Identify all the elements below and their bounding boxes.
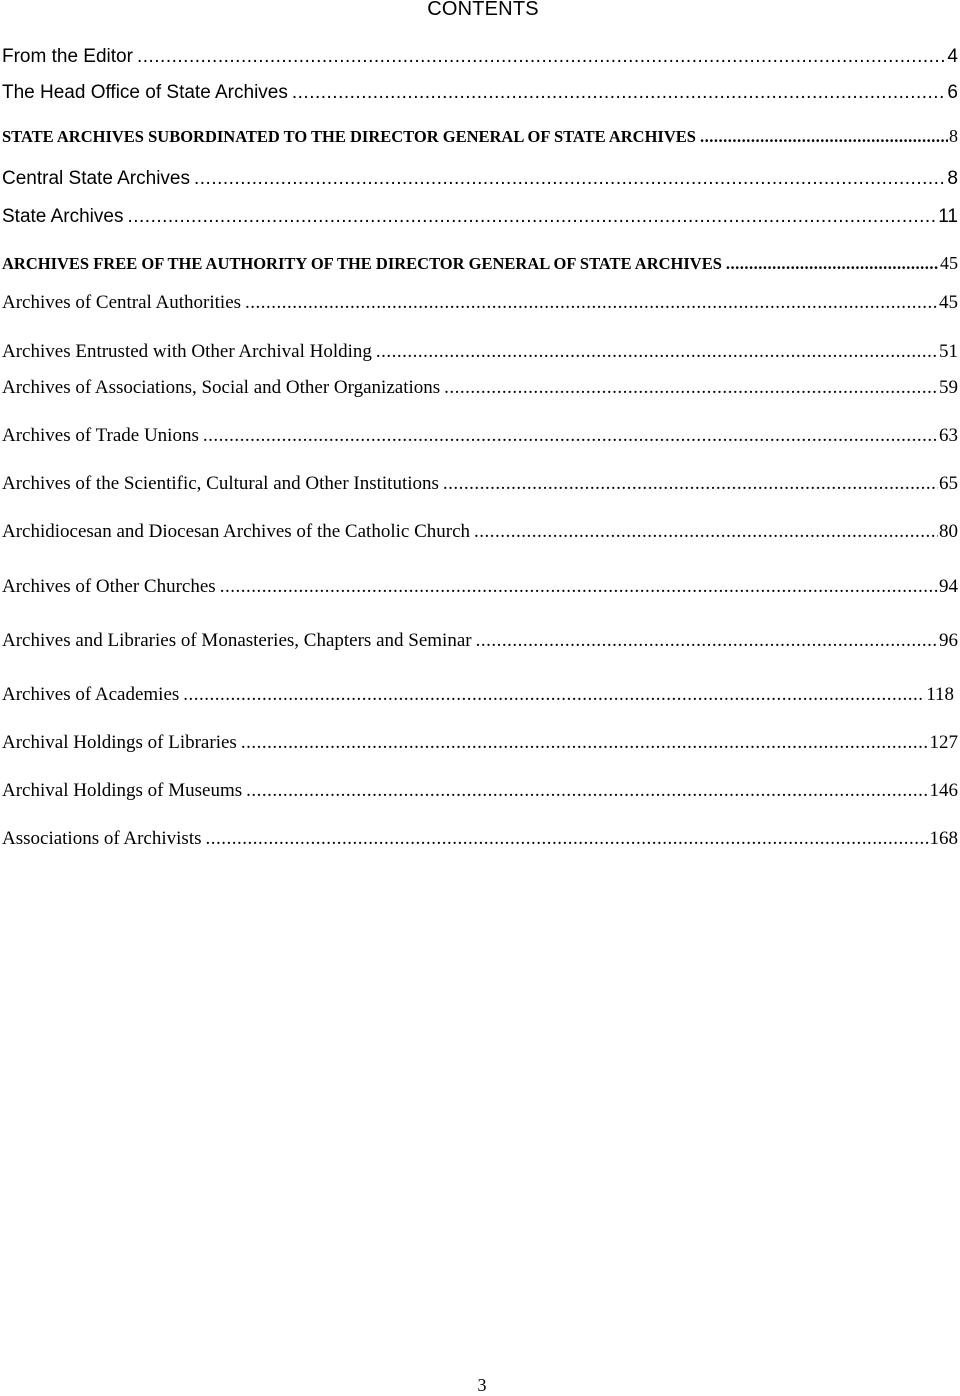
toc-entry-label: Archidiocesan and Diocesan Archives of the Catholic Church [2, 521, 470, 542]
toc-entry[interactable] [2, 780, 958, 806]
dot-leader [474, 521, 938, 543]
toc-entry[interactable] [2, 341, 958, 367]
dot-leader [444, 377, 938, 399]
toc-entry-page: 45 [940, 253, 958, 273]
toc-entry[interactable] [2, 630, 958, 656]
toc-entry-label: State Archives [2, 206, 124, 227]
toc-entry[interactable] [2, 732, 958, 758]
toc-entry[interactable] [2, 46, 958, 72]
toc-entry[interactable] [2, 473, 958, 499]
toc-entry-page: 11 [938, 206, 958, 227]
toc-entry[interactable] [2, 82, 958, 108]
dot-leader [476, 630, 938, 652]
toc-entry-label: Archives of Academies [2, 684, 180, 705]
toc-entry[interactable] [2, 377, 958, 403]
dot-leader [127, 206, 937, 228]
toc-entry[interactable] [2, 425, 958, 451]
dot-leader [376, 341, 938, 363]
dot-leader [246, 780, 928, 802]
toc-entry-label: Archival Holdings of Libraries [2, 732, 237, 753]
dot-leader [183, 684, 925, 706]
toc-entry-label: Archives of Associations, Social and Other Organizations [2, 377, 441, 398]
page-title: CONTENTS [427, 0, 539, 20]
toc-entry-page: 94 [939, 576, 958, 597]
toc-section-heading[interactable] [2, 126, 958, 152]
toc-entry[interactable] [2, 576, 958, 602]
toc-entry-label: STATE ARCHIVES SUBORDINATED TO THE DIRECTOR GENERAL OF STATE ARCHIVES [2, 127, 696, 146]
toc-entry[interactable] [2, 292, 958, 318]
page-number: 3 [477, 1375, 487, 1395]
dot-leader [194, 168, 946, 190]
dot-leader [700, 127, 948, 147]
toc-entry-page: 96 [939, 630, 958, 651]
toc-entry-page: 8 [947, 168, 958, 189]
dot-leader [245, 292, 938, 314]
toc-entry-page: 146 [929, 780, 958, 801]
toc-entry-page: 118 [926, 684, 954, 705]
toc-entry-page: 4 [947, 46, 958, 67]
toc-entry-label: From the Editor [2, 46, 133, 67]
toc-entry[interactable] [2, 521, 958, 547]
toc-entry[interactable] [2, 206, 958, 232]
toc-entry-page: 45 [939, 292, 958, 313]
dot-leader [220, 576, 938, 598]
toc-entry-page: 6 [947, 82, 958, 103]
toc-entry-label: Archives of Central Authorities [2, 292, 242, 313]
toc-entry-label: Central State Archives [2, 168, 190, 189]
dot-leader [203, 425, 938, 447]
toc-entry-label: Associations of Archivists [2, 828, 202, 849]
dot-leader [137, 46, 946, 68]
toc-entry[interactable] [2, 828, 958, 854]
toc-entry-label: Archival Holdings of Museums [2, 780, 243, 801]
toc-entry-label: Archives of the Scientific, Cultural and Other Institutions [2, 473, 439, 494]
toc-entry-page: 127 [929, 732, 958, 753]
toc-entry-page: 65 [939, 473, 958, 494]
dot-leader [241, 732, 929, 754]
toc-entry[interactable] [2, 168, 958, 194]
dot-leader [443, 473, 938, 495]
toc-entry-page: 51 [939, 341, 958, 362]
dot-leader [726, 254, 939, 274]
toc-entry-page: 8 [949, 126, 958, 146]
toc-entry-label: ARCHIVES FREE OF THE AUTHORITY OF THE DIRECTOR GENERAL OF STATE ARCHIVES [2, 254, 722, 273]
toc-entry-page: 59 [939, 377, 958, 398]
toc-entry-page: 63 [939, 425, 958, 446]
toc-entry-page: 80 [939, 521, 958, 542]
toc-entry-label: Archives of Trade Unions [2, 425, 199, 446]
toc-section-heading[interactable] [2, 253, 958, 279]
toc-entry-label: The Head Office of State Archives [2, 82, 288, 103]
toc-entry-label: Archives of Other Churches [2, 576, 216, 597]
toc-entry-label: Archives Entrusted with Other Archival Holding [2, 341, 372, 362]
dot-leader [292, 82, 947, 104]
toc-entry-page: 168 [929, 828, 958, 849]
dot-leader [206, 828, 929, 850]
toc-entry-label: Archives and Libraries of Monasteries, Chapters and Seminar [2, 630, 472, 651]
toc-entry[interactable] [2, 684, 954, 710]
